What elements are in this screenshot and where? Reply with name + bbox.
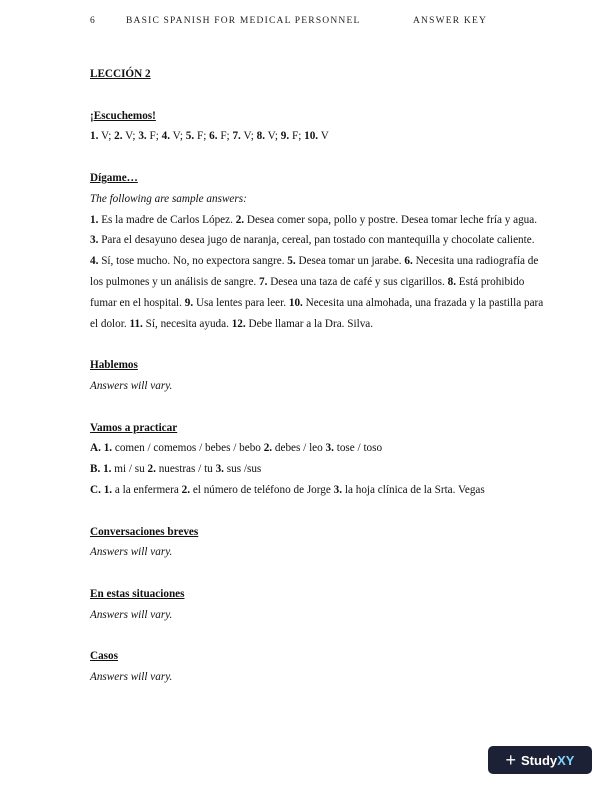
item-answer: F (220, 130, 227, 143)
practice-row (90, 480, 545, 501)
item-text: sus /sus (226, 463, 262, 476)
item-number: 3. (333, 483, 343, 496)
item-text: mi / su (114, 463, 145, 476)
answer-item (129, 318, 231, 330)
section-title: Casos (90, 650, 118, 663)
item-number: 3. (215, 463, 224, 476)
item-text: la hoja clínica de la Srta. Vegas (344, 483, 485, 496)
item-number: 11. (129, 317, 143, 330)
answer-item (90, 255, 287, 267)
answer-item (259, 276, 448, 288)
item-answer: V (243, 130, 251, 143)
item-answer: V (320, 130, 329, 143)
item-answer: F (149, 130, 156, 143)
item-number: 4. (90, 255, 99, 268)
section-label: ANSWER KEY (413, 16, 488, 26)
row-letter: C. (90, 483, 101, 496)
item-number: 3. (138, 130, 147, 143)
lesson-title: LECCIÓN 2 (90, 68, 151, 80)
section-title: Hablemos (90, 359, 138, 372)
item-text: el número de teléfono de Jorge (192, 483, 331, 496)
section-casos (90, 646, 545, 688)
section-digame (90, 168, 545, 334)
section-hablemos (90, 355, 545, 397)
item-text: Sí, necesita ayuda. (145, 317, 229, 330)
section-note: Answers will vary. (90, 379, 173, 392)
answer-item (90, 214, 236, 226)
row-letter: B. (90, 463, 101, 476)
plus-icon: + (505, 750, 517, 770)
item-number: 5. (287, 255, 296, 268)
answer-item (236, 214, 537, 226)
item-number: 2. (181, 483, 191, 496)
sample-answers (90, 210, 545, 335)
item-number: 5. (185, 130, 195, 143)
section-intro: The following are sample answers: (90, 192, 247, 205)
item-text: tose / toso (336, 442, 383, 455)
item-number: 1. (90, 213, 99, 226)
item-number: 12. (231, 317, 246, 330)
answer-item: 2. V; (114, 130, 139, 143)
section-note: Answers will vary. (90, 546, 173, 559)
item-answer: V (101, 130, 109, 143)
answer-item: 5. F; (185, 130, 210, 143)
item-number: 2. (235, 213, 245, 226)
item-number: 9. (184, 296, 194, 309)
item-text: Desea comer sopa, pollo y postre. Desea tomar leche fría y agua. (246, 213, 538, 226)
item-text: comen / comemos / bebes / bebo (114, 442, 261, 455)
item-text: Necesita una radiografía de los pulmones y un análisis de sangre. (90, 255, 539, 288)
section-title: ¡Escuchemos! (90, 109, 156, 122)
item-text: Para el desayuno desea jugo de naranja, cereal, pan tostado con mantequilla y chocolate caliente. (101, 234, 535, 247)
answer-item (90, 234, 535, 246)
item-number: 2. (114, 130, 123, 143)
item-answer: V (267, 130, 275, 143)
item-number: 3. (325, 442, 334, 455)
true-false-answers (90, 126, 545, 147)
item-number: 7. (259, 275, 268, 288)
answer-item: 8. V; (256, 130, 281, 143)
section-conversaciones (90, 522, 545, 564)
item-number: 1. (90, 130, 99, 143)
item-text: Necesita una almohada, una frazada y la pastilla para el dolor. (90, 296, 544, 330)
book-title: BASIC SPANISH FOR MEDICAL PERSONNEL (126, 16, 361, 26)
item-number: 10. (288, 296, 303, 309)
answer-key-content (90, 64, 545, 709)
item-number: 7. (232, 130, 241, 143)
answer-item: 4. V; (161, 130, 186, 143)
studyxy-badge[interactable] (488, 746, 592, 774)
item-text: Desea una taza de café y sus cigarillos. (270, 275, 445, 288)
item-text: a la enfermera (114, 483, 179, 496)
answer-item: 7. V; (232, 130, 257, 143)
section-note: Answers will vary. (90, 671, 173, 684)
section-title: En estas situaciones (90, 587, 185, 600)
answer-item: 3. F; (138, 130, 162, 143)
section-situaciones (90, 584, 545, 626)
item-number: 6. (209, 130, 218, 143)
item-text: Desea tomar un jarabe. (298, 255, 402, 268)
answer-item (232, 318, 373, 330)
answer-item (185, 297, 289, 309)
answer-item: 9. F; (280, 130, 305, 143)
brand-name: StudyXY (521, 752, 575, 768)
section-title: Vamos a practicar (90, 421, 178, 434)
page-number: 6 (90, 16, 96, 26)
item-number: 3. (90, 234, 99, 247)
item-text: Usa lentes para leer. (195, 296, 287, 309)
item-number: 1. (103, 442, 113, 455)
section-note: Answers will vary. (90, 608, 173, 621)
item-text: debes / leo (274, 442, 323, 455)
section-vamos-a-practicar (90, 418, 545, 501)
item-number: 4. (161, 130, 171, 143)
item-text: Debe llamar a la Dra. Silva. (248, 317, 374, 330)
item-answer: V (125, 130, 133, 143)
answer-item (304, 130, 329, 142)
item-number: 1. (103, 483, 113, 496)
answer-item (287, 255, 404, 267)
practice-answers (90, 438, 545, 500)
section-title: Conversaciones breves (90, 525, 199, 538)
answer-item: 1. V; (90, 130, 115, 143)
item-text: Es la madre de Carlos López. (101, 213, 233, 226)
item-number: 2. (147, 463, 156, 476)
item-text: nuestras / tu (158, 463, 213, 476)
item-number: 1. (103, 463, 112, 476)
item-number: 8. (256, 130, 265, 143)
section-title: Dígame… (90, 171, 138, 184)
practice-row (90, 438, 545, 459)
item-number: 10. (304, 130, 319, 143)
item-answer: V (172, 130, 180, 143)
item-number: 6. (404, 255, 413, 268)
answer-item: 6. F; (209, 130, 233, 143)
item-text: Está prohibido fumar en el hospital. (90, 275, 525, 309)
item-number: 2. (263, 442, 273, 455)
section-escuchemos (90, 106, 545, 148)
item-answer: F (196, 130, 204, 143)
item-number: 8. (447, 275, 456, 288)
row-letter: A. (90, 442, 101, 455)
item-text: Sí, tose mucho. No, no expectora sangre. (101, 255, 285, 268)
item-number: 9. (280, 130, 290, 143)
item-answer: F (291, 130, 299, 143)
practice-row (90, 459, 545, 480)
